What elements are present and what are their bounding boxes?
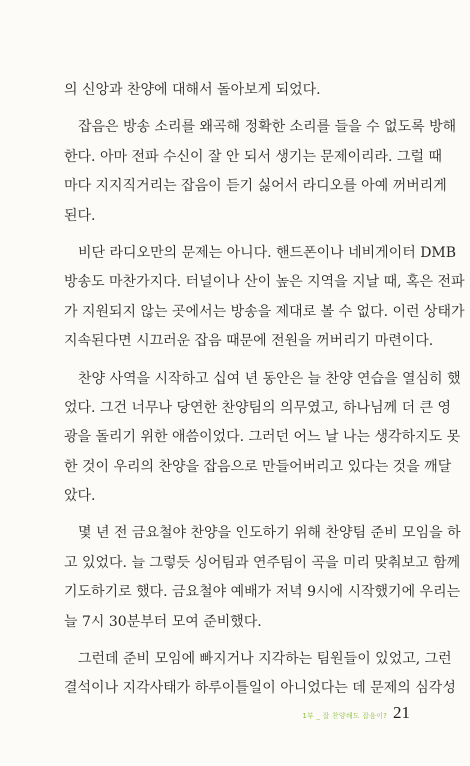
text-line: 그런데 준비 모임에 빠지거나 지각하는 팀원들이 있었고, 그런 (78, 651, 452, 668)
paragraph (64, 365, 461, 512)
text-line: 찬양 사역을 시작하고 십여 년 동안은 늘 찬양 연습을 열심히 했 (78, 370, 461, 387)
text-line: 었다. 그건 너무나 당연한 찬양팀의 의무였고, 하나님께 더 큰 영 (64, 399, 452, 416)
text-line: 잡음은 방송 소리를 왜곡해 정확한 소리를 들을 수 없도록 방해 (78, 119, 457, 136)
text-line: 가 지원되지 않는 곳에서는 방송을 제대로 볼 수 없다. 이런 상태가 (64, 303, 465, 320)
running-head: 1부 _ 잘 찬양해도 잡음이? (302, 712, 387, 720)
text-line: 방송도 마찬가지다. 터널이나 산이 높은 지역을 지날 때, 혹은 전파 (64, 274, 465, 291)
text-line: 한다. 아마 전파 수신이 잘 안 되서 생기는 문제이리라. 그럴 때 (64, 148, 442, 165)
text-line: 늘 7시 30분부터 모여 준비했다. (64, 613, 262, 630)
paragraph (64, 239, 465, 357)
text-line: 몇 년 전 금요철야 찬양을 인도하기 위해 찬양팀 준비 모임을 하 (78, 525, 461, 542)
paragraph (64, 645, 456, 704)
text-line: 결석이나 지각사태가 하루이틀일이 아니었다는 데 문제의 심각성 (64, 680, 456, 697)
text-line: 았다. (64, 488, 96, 505)
page-number: 21 (393, 703, 410, 722)
paragraph (64, 76, 404, 105)
page-footer (302, 703, 410, 723)
text-line: 된다. (64, 207, 96, 224)
body-text (64, 76, 465, 712)
text-line: 기도하기로 했다. 금요철야 예배가 저녁 9시에 시작했기에 우리는 (64, 584, 461, 601)
text-line: 마다 지지직거리는 잡음이 듣기 싫어서 라디오를 아예 꺼버리게 (64, 178, 447, 195)
text-line: 비단 라디오만의 문제는 아니다. 핸드폰이나 네비게이터 DMB (78, 244, 457, 261)
paragraph (64, 113, 457, 231)
text-line: 광을 돌리기 위한 애씀이었다. 그러던 어느 날 나는 생각하지도 못 (64, 429, 461, 446)
text-line: 의 신앙과 찬양에 대해서 돌아보게 되었다. (64, 82, 321, 98)
text-line: 고 있었다. 늘 그렇듯 싱어팀과 연주팀이 곡을 미리 맞춰보고 함께 (64, 554, 461, 571)
text-line: 한 것이 우리의 찬양을 잡음으로 만들어버리고 있다는 것을 깨달 (64, 458, 452, 475)
paragraph (64, 519, 461, 637)
text-line: 지속된다면 시끄러운 잡음 때문에 전원을 꺼버리기 마련이다. (64, 333, 434, 350)
